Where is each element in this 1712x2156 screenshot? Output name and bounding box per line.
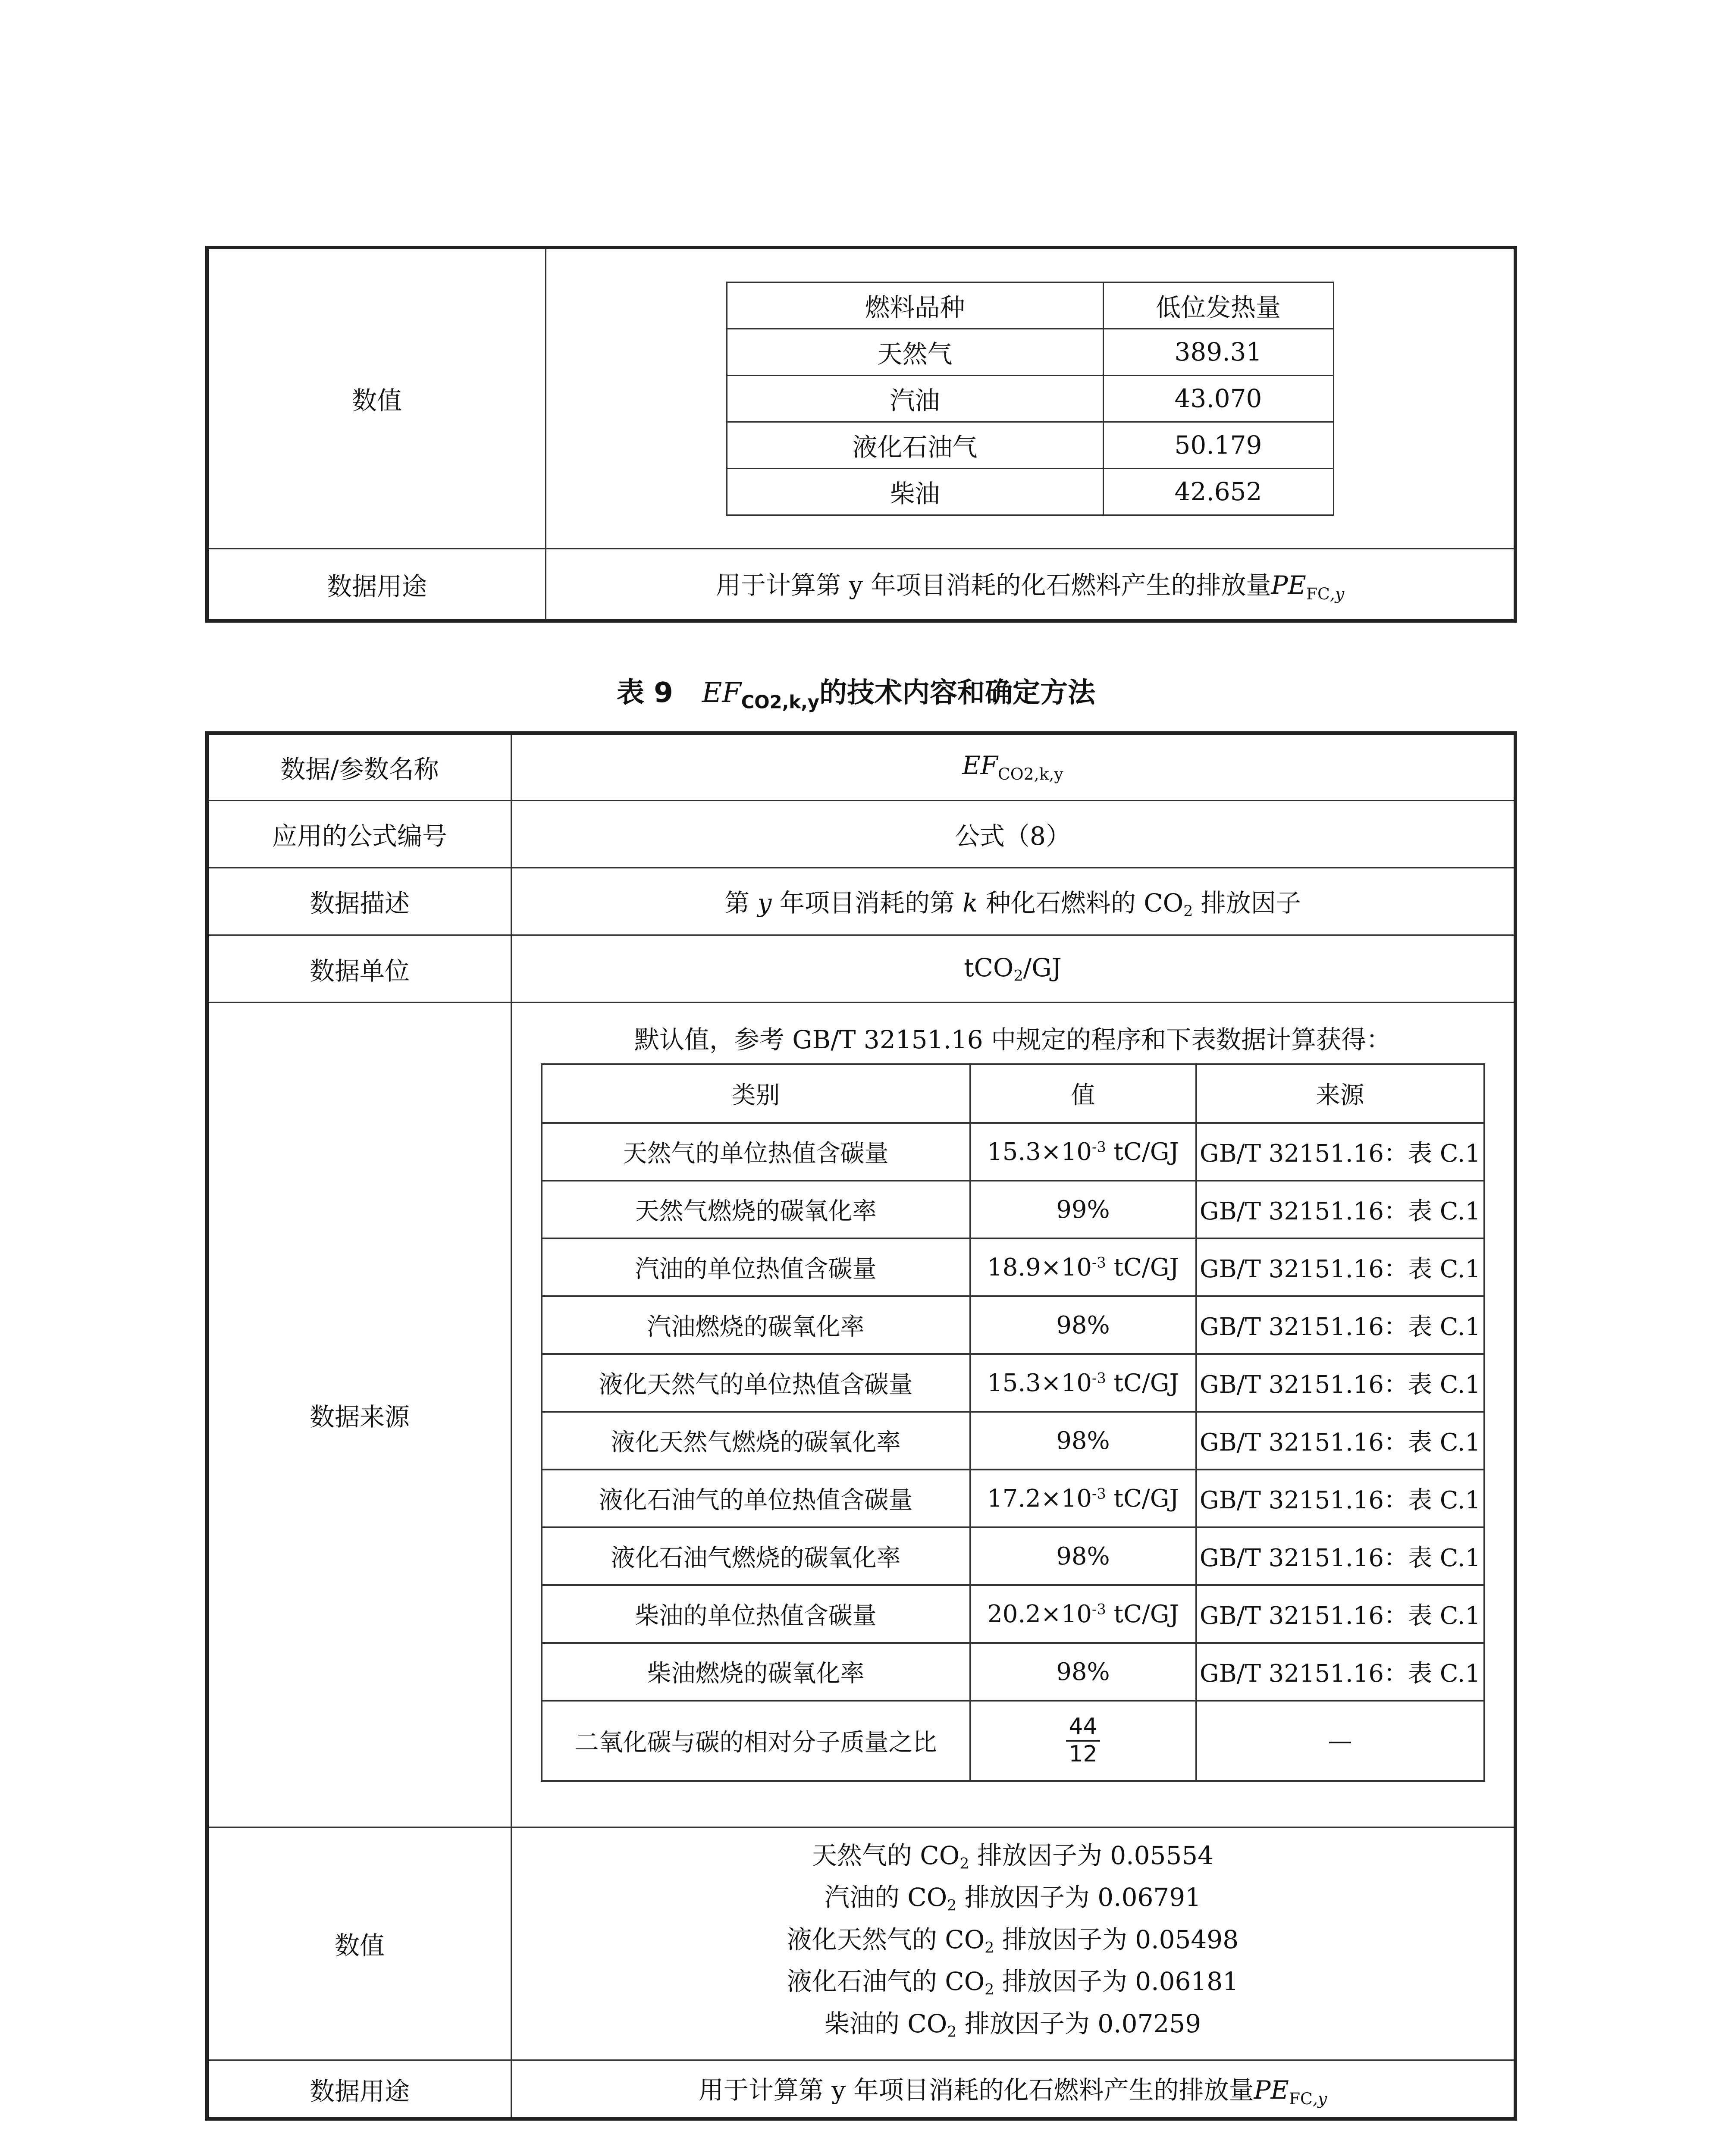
src-header-source: 来源 [1196,1064,1484,1123]
src-value: 99% [970,1181,1196,1238]
unit-text: tCO [964,953,1014,982]
src-table-row [542,1643,1484,1701]
src-source: GB/T 32151.16：表 C.1 [1196,1643,1484,1701]
ratio-numerator: 44 [1066,1714,1100,1742]
unit-text: /GJ [1023,953,1062,982]
heat-row-value: 43.070 [1103,375,1333,422]
src-source: GB/T 32151.16：表 C.1 [1196,1470,1484,1527]
source-intro: 默认值，参考 GB/T 32151.16 中规定的程序和下表数据计算获得： [634,1025,1392,1055]
src-table-row [542,1470,1484,1527]
param-symbol: EF [962,751,998,780]
src-table-row [542,1123,1484,1181]
src-category: 天然气的单位热值含碳量 [542,1123,970,1181]
heat-header-value: 低位发热量 [1103,282,1333,329]
table9-title-prefix: 表 9 [617,677,673,709]
src-table-row [542,1527,1484,1585]
ratio-denominator: 12 [1069,1741,1097,1767]
t9-usage-symbol: PE [1254,2075,1289,2105]
src-source: GB/T 32151.16：表 C.1 [1196,1527,1484,1585]
src-table-row [542,1238,1484,1296]
src-source: GB/T 32151.16：表 C.1 [1196,1123,1484,1181]
t8-value-label: 数值 [207,248,546,548]
src-value: $15.3\times 10^{-3}$ tC/GJ [970,1123,1196,1181]
src-source: GB/T 32151.16：表 C.1 [1196,1296,1484,1354]
heat-row-value: 42.652 [1103,468,1333,515]
table9 [205,731,1517,2121]
formula-value: 公式（8） [511,800,1516,868]
t8-usage-text: 用于计算第 y 年项目消耗的化石燃料产生的排放量 [715,570,1271,600]
t8-usage-label: 数据用途 [207,548,546,621]
t9-usage-sub-it: ,y [1312,2089,1327,2109]
src-table-row [542,1296,1484,1354]
src-value: $15.3\times 10^{-3}$ tC/GJ [970,1354,1196,1412]
src-category: 汽油燃烧的碳氧化率 [542,1296,970,1354]
unit-label: 数据单位 [207,935,511,1003]
src-ratio-row [542,1701,1484,1781]
src-value: $17.2\times 10^{-3}$ tC/GJ [970,1470,1196,1527]
table9-title [0,671,1712,713]
desc-text: 种化石燃料的 CO [978,888,1184,918]
formula-label: 应用的公式编号 [207,800,511,868]
values-label: 数值 [207,1827,511,2060]
param-name-value [511,733,1516,800]
t8-usage-symbol: PE [1271,570,1306,600]
src-source: GB/T 32151.16：表 C.1 [1196,1354,1484,1412]
src-ratio-category: 二氧化碳与碳的相对分子质量之比 [542,1701,970,1781]
heat-header-fuel: 燃料品种 [727,282,1103,329]
src-category: 液化石油气燃烧的碳氧化率 [542,1527,970,1585]
src-category: 液化天然气燃烧的碳氧化率 [542,1412,970,1470]
desc-text: 年项目消耗的第 [771,888,963,918]
desc-k: k [963,888,978,918]
param-name-label: 数据/参数名称 [207,733,511,800]
src-ratio-value [970,1701,1196,1781]
src-source: GB/T 32151.16：表 C.1 [1196,1412,1484,1470]
src-value: 98% [970,1643,1196,1701]
src-category: 汽油的单位热值含碳量 [542,1238,970,1296]
heat-value-table [726,282,1334,516]
src-table-row [542,1354,1484,1412]
t9-usage-value [511,2060,1516,2119]
src-category: 液化石油气的单位热值含碳量 [542,1470,970,1527]
t8-usage-sub-up: FC [1306,584,1330,604]
unit-value: tCO2/GJ [511,935,1516,1003]
table9-title-symbol: EF [702,677,741,709]
src-category: 柴油的单位热值含碳量 [542,1585,970,1643]
desc-value: 第 y 年项目消耗的第 k 种化石燃料的 CO2 排放因子 [511,868,1516,935]
ratio-fraction [1066,1714,1100,1767]
src-value: $18.9\times 10^{-3}$ tC/GJ [970,1238,1196,1296]
src-table-row [542,1412,1484,1470]
src-category: 柴油燃烧的碳氧化率 [542,1643,970,1701]
source-cell [511,1003,1516,1827]
source-data-table [541,1063,1485,1782]
t9-usage-sub-up: FC [1289,2089,1313,2109]
t8-usage-sub-it: ,y [1329,584,1345,604]
t9-usage-text: 用于计算第 y 年项目消耗的化石燃料产生的排放量 [698,2075,1254,2105]
emission-factor-line: 柴油的 CO2 排放因子为 0.07259 [824,2009,1201,2041]
src-ratio-source: — [1196,1701,1484,1781]
emission-factor-line: 天然气的 CO2 排放因子为 0.05554 [812,1840,1214,1873]
desc-text: 排放因子 [1193,888,1301,918]
src-header-category: 类别 [542,1064,970,1123]
desc-label: 数据描述 [207,868,511,935]
src-table-row [542,1585,1484,1643]
emission-factor-line: 汽油的 CO2 排放因子为 0.06791 [824,1883,1201,1915]
t8-value-cell [546,248,1516,548]
source-label: 数据来源 [207,1003,511,1827]
param-symbol-sub: CO2,k,y [997,765,1063,784]
heat-row-value: 389.31 [1103,329,1333,375]
emission-factor-line: 液化石油气的 CO2 排放因子为 0.06181 [787,1967,1239,1999]
table8-continuation [205,246,1517,623]
heat-row-fuel: 液化石油气 [727,422,1103,468]
src-table-row [542,1181,1484,1238]
src-category: 天然气燃烧的碳氧化率 [542,1181,970,1238]
heat-row-fuel: 柴油 [727,468,1103,515]
emission-factor-line: 液化天然气的 CO2 排放因子为 0.05498 [787,1924,1239,1957]
src-value: 98% [970,1296,1196,1354]
src-value: 98% [970,1412,1196,1470]
values-cell [511,1827,1516,2060]
heat-row-value: 50.179 [1103,422,1333,468]
src-value: $20.2\times 10^{-3}$ tC/GJ [970,1585,1196,1643]
table9-title-suffix: 的技术内容和确定方法 [819,677,1095,709]
src-category: 液化天然气的单位热值含碳量 [542,1354,970,1412]
src-source: GB/T 32151.16：表 C.1 [1196,1585,1484,1643]
t9-usage-label: 数据用途 [207,2060,511,2119]
src-source: GB/T 32151.16：表 C.1 [1196,1238,1484,1296]
heat-row-fuel: 天然气 [727,329,1103,375]
src-value: 98% [970,1527,1196,1585]
src-source: GB/T 32151.16：表 C.1 [1196,1181,1484,1238]
t8-usage-value [546,548,1516,621]
desc-text: 第 [724,888,758,918]
heat-row-fuel: 汽油 [727,375,1103,422]
table9-title-symbol-sub: CO2,k,y [741,691,819,713]
desc-y: y [757,888,772,918]
src-header-value: 值 [970,1064,1196,1123]
